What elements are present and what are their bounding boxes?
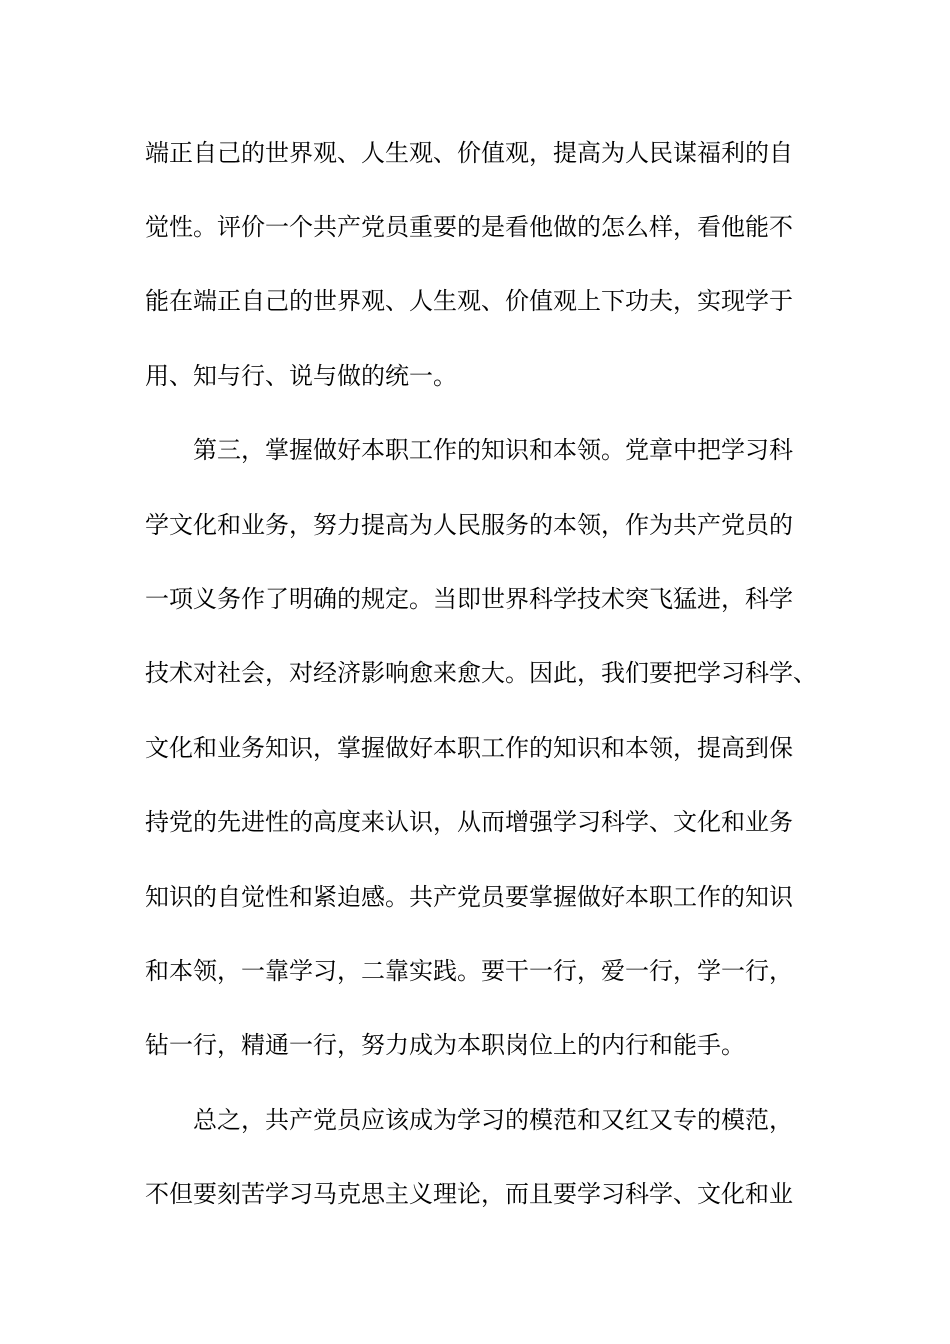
text-line: 和本领，一靠学习，二靠实践。要干一行，爱一行，学一行， [145,957,793,985]
paragraph-first-line: 第三，掌握做好本职工作的知识和本领。党章中把学习科 [193,436,793,464]
text-line: 端正自己的世界观、人生观、价值观，提高为人民谋福利的自 [145,139,793,167]
text-line: 觉性。评价一个共产党员重要的是看他做的怎么样，看他能不 [145,213,793,241]
text-line: 不但要刻苦学习马克思主义理论，而且要学习科学、文化和业 [145,1180,793,1208]
text-line: 技术对社会，对经济影响愈来愈大。因此，我们要把学习科学、 [145,659,817,687]
text-line: 用、知与行、说与做的统一。 [145,362,457,390]
text-line: 钻一行，精通一行，努力成为本职岗位上的内行和能手。 [145,1031,745,1059]
paragraph-first-line: 总之，共产党员应该成为学习的模范和又红又专的模范， [193,1106,793,1134]
text-line: 知识的自觉性和紧迫感。共产党员要掌握做好本职工作的知识 [145,883,793,911]
text-line: 能在端正自己的世界观、人生观、价值观上下功夫，实现学于 [145,287,793,315]
text-line: 一项义务作了明确的规定。当即世界科学技术突飞猛进，科学 [145,585,793,613]
text-line: 学文化和业务，努力提高为人民服务的本领，作为共产党员的 [145,511,793,539]
text-line: 文化和业务知识，掌握做好本职工作的知识和本领，提高到保 [145,734,793,762]
text-line: 持党的先进性的高度来认识，从而增强学习科学、文化和业务 [145,808,793,836]
